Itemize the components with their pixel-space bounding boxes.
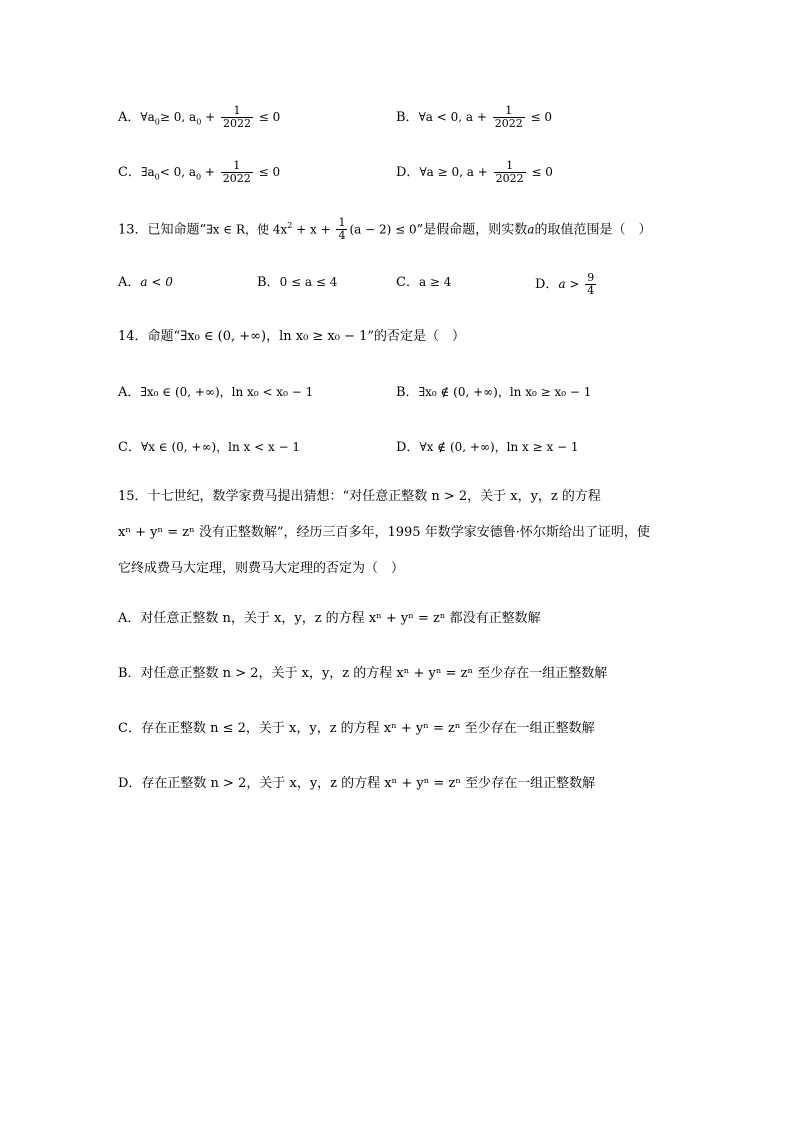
q12-option-d: D．∀a ≥ 0, a + $\frac{1}{2022}$ ≤ 0 [396, 159, 553, 185]
q14-option-d: D．∀x ∉ (0, +∞)，ln x ≥ x − 1 [396, 440, 579, 455]
fraction: $\frac{1}{2022}$ [222, 159, 251, 185]
q14-option-a: A．∃x₀ ∈ (0, +∞)，ln x₀ < x₀ − 1 [118, 385, 314, 400]
q15-stem-line1: 15．十七世纪，数学家费马提出猜想：“对任意正整数 n > 2，关于 x，y，z 的方程 [118, 489, 601, 504]
q14-option-b: B．∃x₀ ∉ (0, +∞)，ln x₀ ≥ x₀ − 1 [396, 385, 592, 400]
q12-option-c: C．$\exists a_0< 0$, $a_0$ + $\frac{1}{2022}$ ≤ 0 [118, 159, 281, 185]
q13-stem: 13．已知命题“∃x ∈ R，使 $4x^2 + x$ + $\frac{1}{4}$ (a − 2) ≤ 0”是假命题，则实数a的取值范围是（ ） [118, 216, 652, 243]
q12-option-a: A．$\forall a_0\ge 0$, $a_0$ + $\frac{1}{2022}$ ≤ 0 [118, 104, 281, 130]
fraction: $\frac{1}{2022}$ [495, 159, 524, 185]
q15-option-d: D．存在正整数 n > 2，关于 x，y，z 的方程 xⁿ + yⁿ = zⁿ 至少存在一组正整数解 [118, 776, 596, 791]
q15-stem-line2: xⁿ + yⁿ = zⁿ 没有正整数解”，经历三百多年，1995 年数学家安德鲁·怀尔斯给出了证明，使 [118, 525, 650, 540]
q13-option-d: D．a > $\frac{9}{4}$ [535, 271, 595, 297]
q15-option-c: C．存在正整数 n ≤ 2，关于 x，y，z 的方程 xⁿ + yⁿ = zⁿ 至少存在一组正整数解 [118, 721, 595, 736]
q14-option-c: C．∀x ∈ (0, +∞)，ln x < x − 1 [118, 440, 301, 455]
q15-stem-line3: 它终成费马大定理，则费马大定理的否定为（ ） [118, 561, 405, 576]
q15-option-b: B．对任意正整数 n > 2，关于 x，y，z 的方程 xⁿ + yⁿ = zⁿ 至少存在一组正整数解 [118, 666, 608, 681]
q12-option-b: B．∀a < 0, a + $\frac{1}{2022}$ ≤ 0 [396, 104, 553, 130]
fraction: $\frac{1}{2022}$ [222, 104, 251, 130]
q13-option-a: A．a < 0 [118, 275, 173, 290]
q13-option-c: C．a ≥ 4 [396, 275, 452, 290]
fraction: $\frac{9}{4}$ [587, 271, 595, 297]
fraction: $\frac{1}{2022}$ [494, 104, 523, 130]
q13-option-b: B．0 ≤ a ≤ 4 [257, 275, 338, 290]
q15-option-a: A．对任意正整数 n，关于 x，y，z 的方程 xⁿ + yⁿ = zⁿ 都没有正整数解 [118, 611, 541, 626]
q14-stem: 14．命题“∃x₀ ∈ (0, +∞)，ln x₀ ≥ x₀ − 1”的否定是（ ） [118, 329, 466, 344]
fraction: $\frac{1}{4}$ [338, 216, 346, 243]
